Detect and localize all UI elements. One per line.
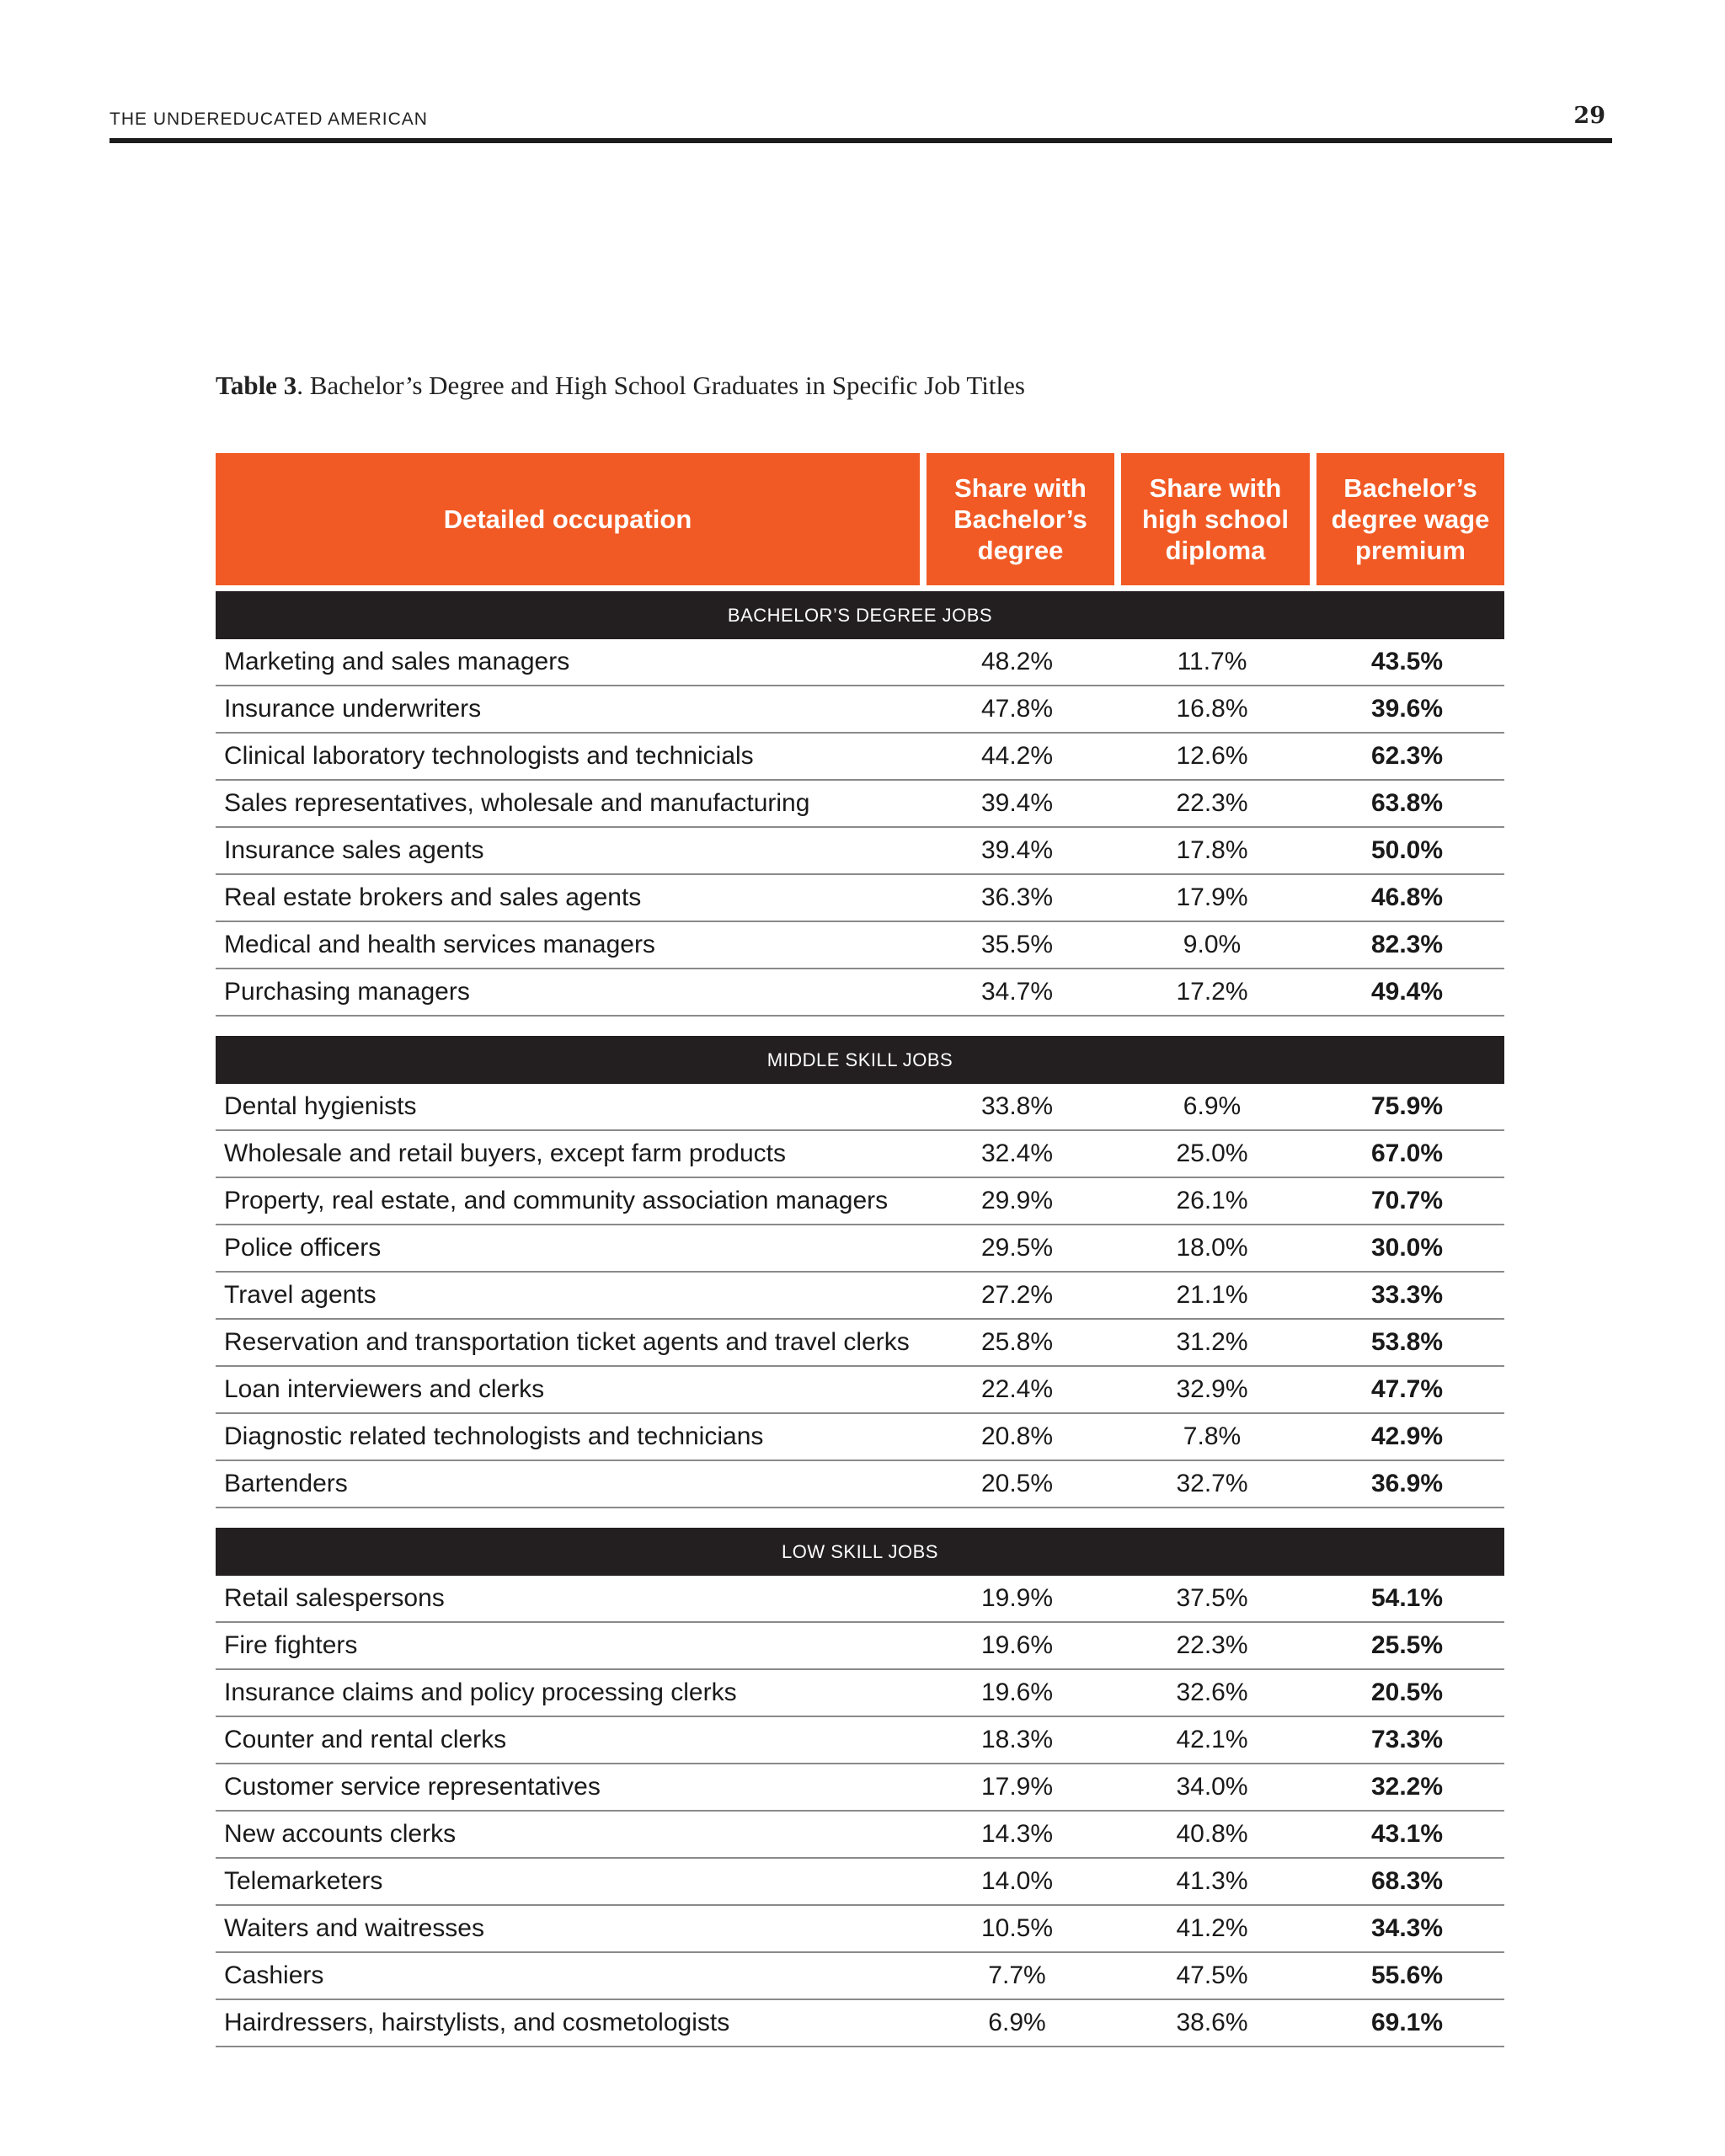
- table-row: [216, 828, 1504, 875]
- column-header-occupation: Detailed occupation: [216, 453, 920, 585]
- bachelors-share-cell: 18.3%: [980, 1726, 1054, 1753]
- wage-premium-cell: 68.3%: [1370, 1867, 1444, 1895]
- wage-premium-cell: 49.4%: [1370, 978, 1444, 1006]
- occupation-cell: Loan interviewers and clerks: [224, 1375, 545, 1403]
- bachelors-share-cell: 36.3%: [980, 883, 1054, 911]
- table-row: [216, 1623, 1504, 1670]
- occupation-cell: Reservation and transportation ticket agents and travel clerks: [224, 1328, 910, 1356]
- wage-premium-cell: 30.0%: [1370, 1234, 1444, 1262]
- occupation-cell: Purchasing managers: [224, 978, 470, 1006]
- highschool-share-cell: 17.8%: [1176, 836, 1248, 864]
- occupation-cell: Hairdressers, hairstylists, and cosmetologists: [224, 2009, 730, 2036]
- wage-premium-cell: 33.3%: [1370, 1281, 1444, 1309]
- running-title: THE UNDEREDUCATED AMERICAN: [109, 109, 428, 129]
- wage-premium-cell: 50.0%: [1370, 836, 1444, 864]
- wage-premium-cell: 55.6%: [1370, 1961, 1444, 1989]
- wage-premium-cell: 67.0%: [1370, 1139, 1444, 1167]
- wage-premium-cell: 34.3%: [1370, 1914, 1444, 1942]
- bachelors-share-cell: 14.3%: [980, 1820, 1054, 1848]
- table-row: [216, 1084, 1504, 1131]
- bachelors-share-cell: 10.5%: [980, 1914, 1054, 1942]
- highschool-share-cell: 11.7%: [1177, 648, 1247, 675]
- highschool-share-cell: 32.9%: [1176, 1375, 1248, 1403]
- bachelors-share-cell: 29.5%: [980, 1234, 1054, 1262]
- wage-premium-cell: 42.9%: [1370, 1422, 1444, 1450]
- wage-premium-cell: 53.8%: [1370, 1328, 1444, 1356]
- table-header: [216, 453, 1504, 585]
- highschool-share-cell: 17.9%: [1176, 883, 1248, 911]
- bachelors-share-cell: 14.0%: [980, 1867, 1054, 1895]
- table-row: [216, 1812, 1504, 1859]
- table-row: [216, 1414, 1504, 1461]
- wage-premium-cell: 69.1%: [1370, 2009, 1444, 2036]
- occupation-cell: Insurance underwriters: [224, 695, 482, 723]
- occupation-cell: Clinical laboratory technologists and technicials: [224, 742, 754, 770]
- bachelors-share-cell: 20.5%: [980, 1470, 1054, 1497]
- table-row: [216, 875, 1504, 922]
- wage-premium-cell: 73.3%: [1370, 1726, 1444, 1753]
- occupation-cell: Medical and health services managers: [224, 931, 655, 958]
- wage-premium-cell: 39.6%: [1370, 695, 1444, 723]
- table-row: [216, 1273, 1504, 1320]
- bachelors-share-cell: 17.9%: [980, 1773, 1054, 1801]
- occupation-cell: Cashiers: [224, 1961, 324, 1989]
- table-row: [216, 1225, 1504, 1273]
- wage-premium-cell: 20.5%: [1370, 1678, 1444, 1706]
- bachelors-share-cell: 34.7%: [980, 978, 1054, 1006]
- highschool-share-cell: 21.1%: [1176, 1281, 1248, 1309]
- highschool-share-cell: 6.9%: [1183, 1092, 1242, 1120]
- occupation-cell: Police officers: [224, 1234, 382, 1262]
- table-row: [216, 686, 1504, 734]
- occupation-cell: Customer service representatives: [224, 1773, 601, 1801]
- table-row: [216, 734, 1504, 781]
- bachelors-share-cell: 29.9%: [980, 1187, 1054, 1214]
- occupation-cell: Waiters and waitresses: [224, 1914, 484, 1942]
- header-rule: [109, 138, 1612, 143]
- column-header-bachelors-share: Share with Bachelor’s degree: [927, 453, 1114, 585]
- occupation-cell: Diagnostic related technologists and technicians: [224, 1422, 764, 1450]
- occupation-cell: Retail salespersons: [224, 1584, 445, 1612]
- table-row: [216, 781, 1504, 828]
- table-row: [216, 2000, 1504, 2047]
- wage-premium-cell: 43.5%: [1370, 648, 1444, 675]
- caption-label: Table 3: [216, 371, 297, 400]
- table-row: [216, 1367, 1504, 1414]
- highschool-share-cell: 18.0%: [1176, 1234, 1248, 1262]
- highschool-share-cell: 7.8%: [1183, 1422, 1242, 1450]
- highschool-share-cell: 26.1%: [1176, 1187, 1248, 1214]
- highschool-share-cell: 22.3%: [1176, 1631, 1248, 1659]
- table-row: [216, 969, 1504, 1017]
- table-row: [216, 1576, 1504, 1623]
- caption-text: . Bachelor’s Degree and High School Graduates in Specific Job Titles: [296, 371, 1025, 400]
- occupation-cell: Marketing and sales managers: [224, 648, 570, 675]
- wage-premium-cell: 75.9%: [1370, 1092, 1444, 1120]
- highschool-share-cell: 25.0%: [1176, 1139, 1248, 1167]
- bachelors-share-cell: 35.5%: [980, 931, 1054, 958]
- column-header-wage-premium: Bachelor’s degree wage premium: [1316, 453, 1504, 585]
- bachelors-share-cell: 19.6%: [980, 1631, 1054, 1659]
- occupation-cell: Fire fighters: [224, 1631, 358, 1659]
- occupation-cell: Real estate brokers and sales agents: [224, 883, 642, 911]
- highschool-share-cell: 9.0%: [1183, 931, 1242, 958]
- highschool-share-cell: 42.1%: [1176, 1726, 1248, 1753]
- highschool-share-cell: 40.8%: [1176, 1820, 1248, 1848]
- table-body: [216, 591, 1504, 2047]
- page-number: 29: [1573, 103, 1605, 129]
- highschool-share-cell: 41.2%: [1176, 1914, 1248, 1942]
- highschool-share-cell: 32.6%: [1176, 1678, 1248, 1706]
- bachelors-share-cell: 44.2%: [980, 742, 1054, 770]
- table-row: [216, 1953, 1504, 2000]
- wage-premium-cell: 62.3%: [1370, 742, 1444, 770]
- table-row: [216, 1461, 1504, 1508]
- running-header: [109, 103, 1612, 141]
- bachelors-share-cell: 27.2%: [980, 1281, 1054, 1309]
- bachelors-share-cell: 39.4%: [980, 789, 1054, 817]
- occupation-cell: Sales representatives, wholesale and manufacturing: [224, 789, 810, 817]
- wage-premium-cell: 25.5%: [1370, 1631, 1444, 1659]
- wage-premium-cell: 54.1%: [1370, 1584, 1444, 1612]
- wage-premium-cell: 47.7%: [1370, 1375, 1444, 1403]
- wage-premium-cell: 43.1%: [1370, 1820, 1444, 1848]
- highschool-share-cell: 32.7%: [1176, 1470, 1248, 1497]
- highschool-share-cell: 12.6%: [1176, 742, 1248, 770]
- highschool-share-cell: 37.5%: [1176, 1584, 1248, 1612]
- section-header: LOW SKILL JOBS: [216, 1528, 1504, 1576]
- bachelors-share-cell: 6.9%: [988, 2009, 1046, 2036]
- table-row: [216, 1670, 1504, 1717]
- highschool-share-cell: 16.8%: [1176, 695, 1248, 723]
- bachelors-share-cell: 39.4%: [980, 836, 1054, 864]
- table-row: [216, 1764, 1504, 1812]
- highschool-share-cell: 47.5%: [1176, 1961, 1248, 1989]
- bachelors-share-cell: 32.4%: [980, 1139, 1054, 1167]
- wage-premium-cell: 36.9%: [1370, 1470, 1444, 1497]
- bachelors-share-cell: 33.8%: [980, 1092, 1054, 1120]
- occupation-cell: Dental hygienists: [224, 1092, 417, 1120]
- occupation-cell: Insurance claims and policy processing clerks: [224, 1678, 737, 1706]
- bachelors-share-cell: 48.2%: [980, 648, 1054, 675]
- occupation-cell: Telemarketers: [224, 1867, 383, 1895]
- wage-premium-cell: 46.8%: [1370, 883, 1444, 911]
- highschool-share-cell: 34.0%: [1176, 1773, 1248, 1801]
- table-row: [216, 639, 1504, 686]
- wage-premium-cell: 70.7%: [1370, 1187, 1444, 1214]
- table-row: [216, 922, 1504, 969]
- occupation-cell: Travel agents: [224, 1281, 377, 1309]
- occupation-cell: Bartenders: [224, 1470, 348, 1497]
- wage-premium-cell: 63.8%: [1370, 789, 1444, 817]
- occupation-cell: Wholesale and retail buyers, except farm products: [224, 1139, 786, 1167]
- highschool-share-cell: 17.2%: [1176, 978, 1248, 1006]
- wage-premium-cell: 32.2%: [1370, 1773, 1444, 1801]
- bachelors-share-cell: 47.8%: [980, 695, 1054, 723]
- highschool-share-cell: 38.6%: [1176, 2009, 1248, 2036]
- occupation-cell: New accounts clerks: [224, 1820, 457, 1848]
- occupation-table: [216, 453, 1504, 2047]
- occupation-cell: Counter and rental clerks: [224, 1726, 507, 1753]
- bachelors-share-cell: 19.9%: [980, 1584, 1054, 1612]
- bachelors-share-cell: 7.7%: [988, 1961, 1046, 1989]
- wage-premium-cell: 82.3%: [1370, 931, 1444, 958]
- occupation-cell: Property, real estate, and community association managers: [224, 1187, 889, 1214]
- highschool-share-cell: 31.2%: [1176, 1328, 1248, 1356]
- table-row: [216, 1906, 1504, 1953]
- section-header: MIDDLE SKILL JOBS: [216, 1036, 1504, 1084]
- table-row: [216, 1859, 1504, 1906]
- table-caption: [216, 371, 1025, 401]
- highschool-share-cell: 41.3%: [1176, 1867, 1248, 1895]
- bachelors-share-cell: 19.6%: [980, 1678, 1054, 1706]
- section-header: BACHELOR’S DEGREE JOBS: [216, 591, 1504, 639]
- bachelors-share-cell: 20.8%: [980, 1422, 1054, 1450]
- table-row: [216, 1717, 1504, 1764]
- occupation-cell: Insurance sales agents: [224, 836, 484, 864]
- table-row: [216, 1131, 1504, 1178]
- column-header-highschool-share: Share with high school diploma: [1121, 453, 1310, 585]
- highschool-share-cell: 22.3%: [1176, 789, 1248, 817]
- bachelors-share-cell: 25.8%: [980, 1328, 1054, 1356]
- table-row: [216, 1178, 1504, 1225]
- bachelors-share-cell: 22.4%: [980, 1375, 1054, 1403]
- table-row: [216, 1320, 1504, 1367]
